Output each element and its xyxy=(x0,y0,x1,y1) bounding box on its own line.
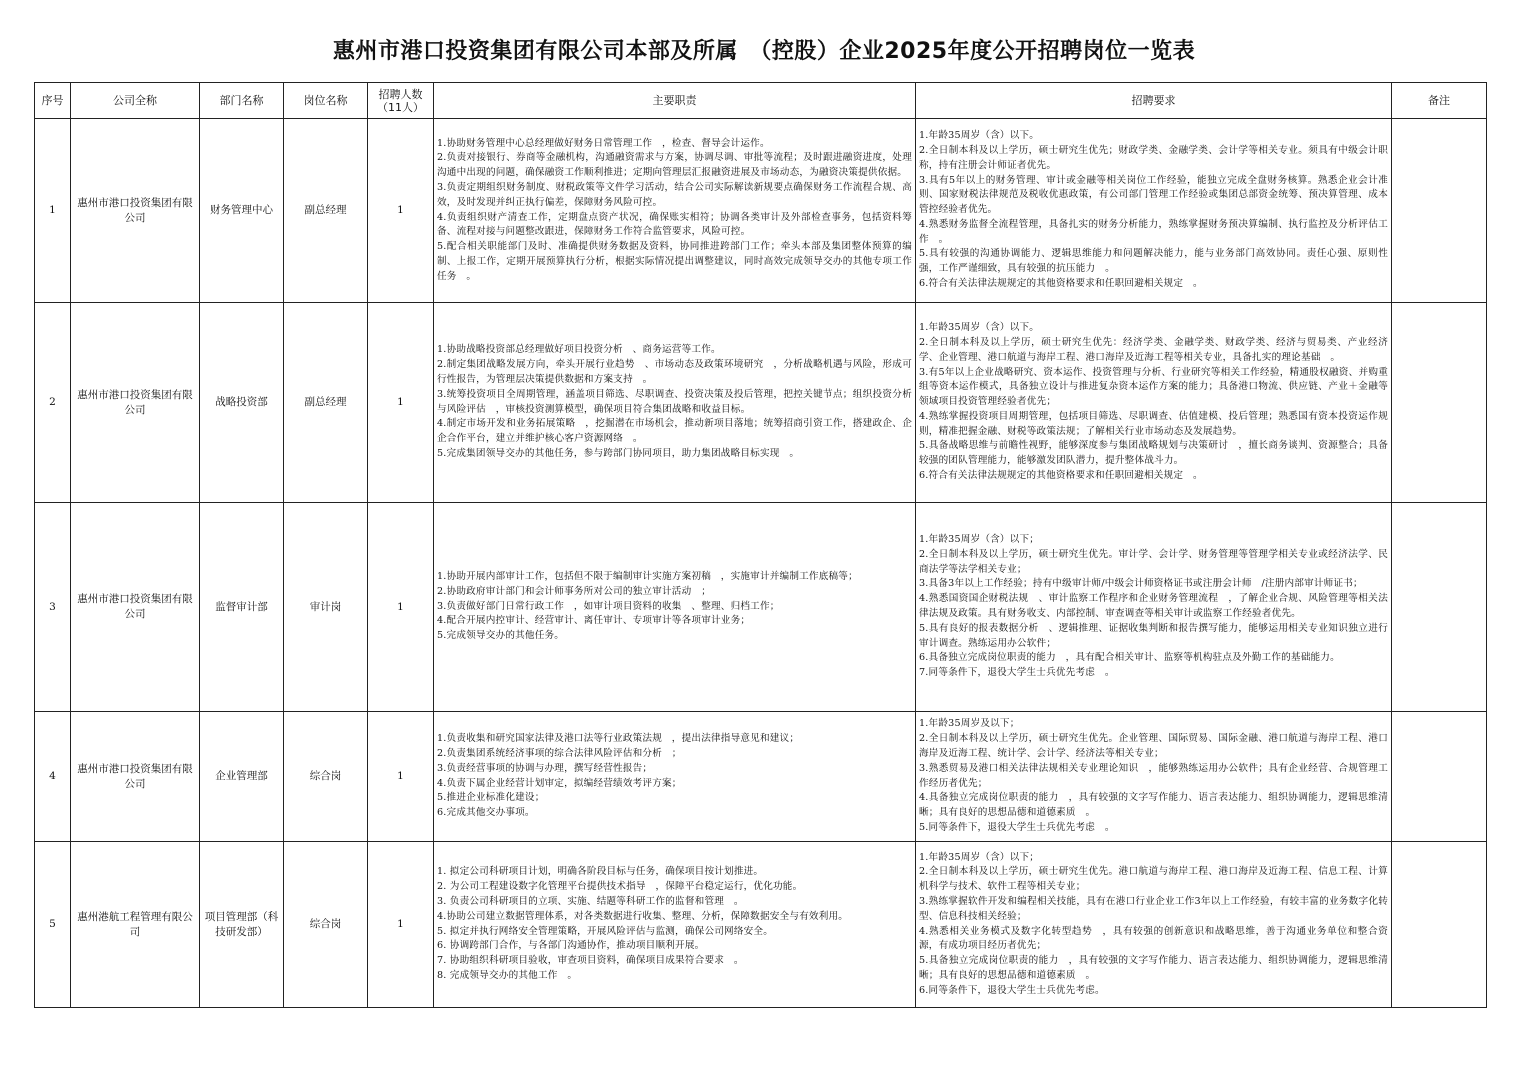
requirement-item: 6.具备独立完成岗位职责的能力 ，具有配合相关审计、监察等机构驻点及外勤工作的基础能力。 xyxy=(919,652,1340,664)
cell-requirements xyxy=(916,842,1392,1008)
cell-requirements xyxy=(916,712,1392,842)
header-position: 岗位名称 xyxy=(284,83,368,119)
duty-item: 1.协助财务管理中心总经理做好财务日常管理工作 ，检查、督导会计运作。 xyxy=(437,137,770,149)
requirement-item: 4.熟悉国资国企财税法规 、审计监察工作程序和企业财务管理流程 ，了解企业合规、风险管理等相关法律法规及政策。具有财务收支、内部控制、审查调查等相关审计或监察工作经验者优先。 xyxy=(919,593,1388,619)
cell-position: 综合岗 xyxy=(284,842,368,1008)
cell-company: 惠州市港口投资集团有限公司 xyxy=(71,712,200,842)
duty-item: 1.协助开展内部审计工作，包括但不限于编制审计实施方案初稿 ，实施审计并编制工作底稿等； xyxy=(437,571,858,582)
cell-duties xyxy=(434,303,916,503)
cell-seq: 3 xyxy=(35,503,71,712)
cell-count: 1 xyxy=(368,119,434,303)
duty-item: 2.协助政府审计部门和会计师事务所对公司的独立审计活动 ； xyxy=(437,585,711,597)
requirement-item: 1.年龄35周岁（含）以下； xyxy=(919,534,1040,546)
cell-dept: 财务管理中心 xyxy=(200,119,284,303)
requirement-item: 6.符合有关法律法规规定的其他资格要求和任职回避相关规定 。 xyxy=(919,470,1203,482)
cell-company: 惠州市港口投资集团有限公司 xyxy=(71,303,200,503)
duty-item: 4.负责组织财产清查工作，定期盘点资产状况，确保账实相符；协调各类审计及外部检查事务，包括资料筹备、流程对接与问题整改跟进，保障财务工作符合监管要求，风险可控。 xyxy=(437,211,912,238)
table-row xyxy=(35,842,1487,1008)
duty-item: 5.推进企业标准化建设； xyxy=(437,792,545,804)
requirement-item: 4.熟练掌握投资项目周期管理，包括项目筛选、尽职调查、估值建模、投后管理；熟悉国有资本投资运作规则，精准把握金融、财税等政策法规；了解相关行业市场动态及发展趋势。 xyxy=(919,410,1388,437)
cell-remarks xyxy=(1392,303,1487,503)
requirement-item: 2.全日制本科及以上学历，硕士研究生优先。企业管理、国际贸易、国际金融、港口航道与海岸工程、港口海岸及近海工程、统计学、会计学、经济法等相关专业； xyxy=(919,733,1388,759)
cell-position: 副总经理 xyxy=(284,119,368,303)
cell-remarks xyxy=(1392,842,1487,1008)
requirement-item: 5.具有良好的报表数据分析 、逻辑推理、证据收集判断和报告撰写能力，能够运用相关专业知识独立进行审计调查。熟练运用办公软件； xyxy=(919,622,1388,649)
requirement-item: 3.熟悉贸易及港口相关法律法规相关专业理论知识 ，能够熟练运用办公软件；具有企业经营、合规管理工作经历者优先； xyxy=(919,762,1388,789)
header-requirements: 招聘要求 xyxy=(916,83,1392,119)
requirement-item: 5.具备独立完成岗位职责的能力 ，具有较强的文字写作能力、语言表达能力、组织协调能力，逻辑思维清晰；具有良好的思想品德和道德素质 。 xyxy=(919,955,1388,981)
cell-count: 1 xyxy=(368,842,434,1008)
header-count-line2: （11人） xyxy=(377,100,424,114)
cell-company: 惠州市港口投资集团有限公司 xyxy=(71,503,200,712)
duty-item: 3.统筹投资项目全周期管理，涵盖项目筛选、尽职调查、投资决策及投后管理，把控关键节点；组织投资分析与风险评估 ，审核投资测算模型，确保项目符合集团战略和收益目标。 xyxy=(437,388,912,415)
page-title: 惠州市港口投资集团有限公司本部及所属 （控股）企业2025年度公开招聘岗位一览表 xyxy=(332,39,1196,64)
cell-duties xyxy=(434,503,916,712)
header-company: 公司全称 xyxy=(71,83,200,119)
duty-item: 7. 协助组织科研项目验收，审查项目资料，确保项目成果符合要求 。 xyxy=(437,955,744,967)
duty-item: 6.完成其他交办事项。 xyxy=(437,807,535,819)
duty-item: 2.负责对接银行、券商等金融机构，沟通融资需求与方案，协调尽调、审批等流程；及时跟进融资进度，处理沟通中出现的问题，确保融资工作顺利推进；定期向管理层汇报融资进展及市场动态，为融资决策提供依据。 xyxy=(437,152,912,179)
requirement-item: 4.具备独立完成岗位职责的能力 ，具有较强的文字写作能力、语言表达能力、组织协调能力，逻辑思维清晰；具有良好的思想品德和道德素质 。 xyxy=(919,792,1388,819)
requirement-item: 4.熟悉相关业务模式及数字化转型趋势 ，具有较强的创新意识和战略思维，善于沟通业务单位和整合资源，有成功项目经历者优先； xyxy=(919,925,1388,952)
duty-item: 5.完成领导交办的其他任务。 xyxy=(437,630,565,642)
cell-count: 1 xyxy=(368,712,434,842)
duty-item: 5.完成集团领导交办的其他任务，参与跨部门协同项目，助力集团战略目标实现 。 xyxy=(437,447,800,459)
duty-item: 5.配合相关职能部门及时、准确提供财务数据及资料，协同推进跨部门工作；牵头本部及集团整体预算的编制、上报工作，定期开展预算执行分析，根据实际情况提出调整建议，同时高效完成领导交办的其他专项工作任务 。 xyxy=(437,241,912,282)
requirement-item: 2.全日制本科及以上学历，硕士研究生优先：经济学类、金融学类、财政学类、经济与贸易类、产业经济学、企业管理、港口航道与海岸工程、港口海岸及近海工程等相关专业，具备扎实的理论基础 。 xyxy=(919,336,1388,363)
cell-position: 审计岗 xyxy=(284,503,368,712)
duty-item: 6. 协调跨部门合作，与各部门沟通协作，推动项目顺利开展。 xyxy=(437,940,705,952)
duty-item: 3.负责定期组织财务制度、财税政策等文件学习活动，结合公司实际解读新规要点确保财务工作流程合规、高效，及时发现并纠正执行偏差，保障财务风险可控。 xyxy=(437,181,912,208)
requirement-item: 2.全日制本科及以上学历，硕士研究生优先；财政学类、金融学类、会计学等相关专业。须具有中级会计职称，持有注册会计师证者优先。 xyxy=(919,144,1388,171)
requirement-item: 6.符合有关法律法规规定的其他资格要求和任职回避相关规定 。 xyxy=(919,278,1203,290)
cell-dept: 监督审计部 xyxy=(200,503,284,712)
cell-count: 1 xyxy=(368,503,434,712)
cell-duties xyxy=(434,842,916,1008)
duty-item: 3.负责经营事项的协调与办理，撰写经营性报告； xyxy=(437,762,653,774)
header-row xyxy=(35,83,1487,119)
header-dept: 部门名称 xyxy=(200,83,284,119)
table-row xyxy=(35,712,1487,842)
duty-item: 2.制定集团战略发展方向，牵头开展行业趋势 、市场动态及政策环境研究 ，分析战略机遇与风险，形成可行性报告，为管理层决策提供数据和方案支持 。 xyxy=(437,359,912,385)
duty-item: 1. 拟定公司科研项目计划，明确各阶段目标与任务，确保项目按计划推进。 xyxy=(437,866,764,878)
cell-requirements xyxy=(916,119,1392,303)
cell-dept: 项目管理部（科技研发部） xyxy=(200,842,284,1008)
requirement-item: 2.全日制本科及以上学历，硕士研究生优先。港口航道与海岸工程、港口海岸及近海工程、信息工程、计算机科学与技术、软件工程等相关专业； xyxy=(919,866,1388,893)
duty-item: 2. 为公司工程建设数字化管理平台提供技术指导 ，保障平台稳定运行，优化功能。 xyxy=(437,881,803,893)
duty-item: 3. 负责公司科研项目的立项、实施、结题等科研工作的监督和管理 。 xyxy=(437,895,744,907)
requirement-item: 4.熟悉财务监督全流程管理，具备扎实的财务分析能力，熟练掌握财务预决算编制、执行监控及分析评估工作 。 xyxy=(919,218,1388,245)
cell-position: 综合岗 xyxy=(284,712,368,842)
cell-requirements xyxy=(916,503,1392,712)
cell-seq: 5 xyxy=(35,842,71,1008)
requirement-item: 2.全日制本科及以上学历，硕士研究生优先。审计学、会计学、财务管理等管理学相关专业或经济法学、民商法学等法学相关专业； xyxy=(919,548,1388,575)
header-count-line1: 招聘人数 xyxy=(378,87,423,101)
cell-remarks xyxy=(1392,503,1487,712)
duty-item: 4.配合开展内控审计、经营审计、离任审计、专项审计等各项审计业务； xyxy=(437,615,751,627)
requirement-item: 5.同等条件下，退役大学生士兵优先考虑 。 xyxy=(919,821,1115,833)
cell-company: 惠州港航工程管理有限公司 xyxy=(71,842,200,1008)
header-count xyxy=(368,83,434,119)
duty-item: 4.协助公司建立数据管理体系，对各类数据进行收集、整理、分析，保障数据安全与有效利用。 xyxy=(437,910,849,922)
cell-duties xyxy=(434,119,916,303)
cell-position: 副总经理 xyxy=(284,303,368,503)
cell-duties xyxy=(434,712,916,842)
requirement-item: 3.具备3年以上工作经验；持有中级审计师/中级会计师资格证书或注册会计师 /注册内部审计师证书； xyxy=(919,578,1363,590)
duty-item: 4.负责下属企业经营计划审定，拟编经营绩效考评方案； xyxy=(437,777,682,789)
table-row xyxy=(35,303,1487,503)
requirement-item: 1.年龄35周岁（含）以下。 xyxy=(919,130,1040,142)
cell-requirements xyxy=(916,303,1392,503)
header-duties: 主要职责 xyxy=(434,83,916,119)
duty-item: 5. 拟定并执行网络安全管理策略，开展风险评估与监测，确保公司网络安全。 xyxy=(437,925,773,937)
requirement-item: 7.同等条件下，退役大学生士兵优先考虑 。 xyxy=(919,667,1115,679)
duty-item: 8. 完成领导交办的其他工作 。 xyxy=(437,969,578,981)
requirement-item: 3.具有5年以上的财务管理、审计或金融等相关岗位工作经验，能独立完成全盘财务核算。熟悉企业会计准则、国家财税法律规范及税收优惠政策，有公司部门管理工作经验或集团总部资金统筹、预决算管理、成本管控经验者优先。 xyxy=(919,174,1388,216)
table-row xyxy=(35,503,1487,712)
requirement-item: 6.同等条件下，退役大学生士兵优先考虑。 xyxy=(919,984,1105,996)
cell-dept: 企业管理部 xyxy=(200,712,284,842)
recruitment-table xyxy=(34,82,1487,1008)
duty-item: 1.负责收集和研究国家法律及港口法等行业政策法规 ，提出法律指导意见和建议； xyxy=(437,733,800,745)
requirement-item: 3.有5年以上企业战略研究、资本运作、投资管理与分析、行业研究等相关工作经验，精通股权融资、并购重组等资本运作模式，具备独立设计与推进复杂资本运作方案的能力；具备港口物流、供应链、产业＋金融等领域项目投资管理经验者优先； xyxy=(919,366,1388,408)
requirement-item: 5.具有较强的沟通协调能力、逻辑思维能力和问题解决能力，能与业务部门高效协同。责任心强、原则性强，工作严谨细致，具有较强的抗压能力 。 xyxy=(919,248,1388,275)
table-row xyxy=(35,119,1487,303)
cell-remarks xyxy=(1392,712,1487,842)
cell-company: 惠州市港口投资集团有限公司 xyxy=(71,119,200,303)
requirement-item: 1.年龄35周岁（含）以下； xyxy=(919,851,1040,863)
cell-count: 1 xyxy=(368,303,434,503)
requirement-item: 5.具备战略思维与前瞻性视野，能够深度参与集团战略规划与决策研讨 ，擅长商务谈判、资源整合；具备较强的团队管理能力，能够激发团队潜力，提升整体战斗力。 xyxy=(919,440,1388,467)
duty-item: 1.协助战略投资部总经理做好项目投资分析 、商务运营等工作。 xyxy=(437,344,721,356)
header-seq: 序号 xyxy=(35,83,71,119)
requirement-item: 1.年龄35周岁及以下； xyxy=(919,718,1020,730)
cell-seq: 1 xyxy=(35,119,71,303)
cell-dept: 战略投资部 xyxy=(200,303,284,503)
header-remarks: 备注 xyxy=(1392,83,1487,119)
duty-item: 3.负责做好部门日常行政工作 ，如审计项目资料的收集 、整理、归档工作； xyxy=(437,600,780,612)
cell-remarks xyxy=(1392,119,1487,303)
requirement-item: 3.熟练掌握软件开发和编程相关技能，具有在港口行业企业工作3年以上工作经验，有较丰富的业务数字化转型、信息科技相关经验； xyxy=(919,895,1388,922)
cell-seq: 2 xyxy=(35,303,71,503)
requirement-item: 1.年龄35周岁（含）以下。 xyxy=(919,322,1040,334)
duty-item: 4.制定市场开发和业务拓展策略 ，挖掘潜在市场机会，推动新项目落地；统筹招商引资工作，搭建政企、企企合作平台，建立并维护核心客户资源网络 。 xyxy=(437,418,912,445)
duty-item: 2.负责集团系统经济事项的综合法律风险评估和分析 ； xyxy=(437,747,682,759)
cell-seq: 4 xyxy=(35,712,71,842)
